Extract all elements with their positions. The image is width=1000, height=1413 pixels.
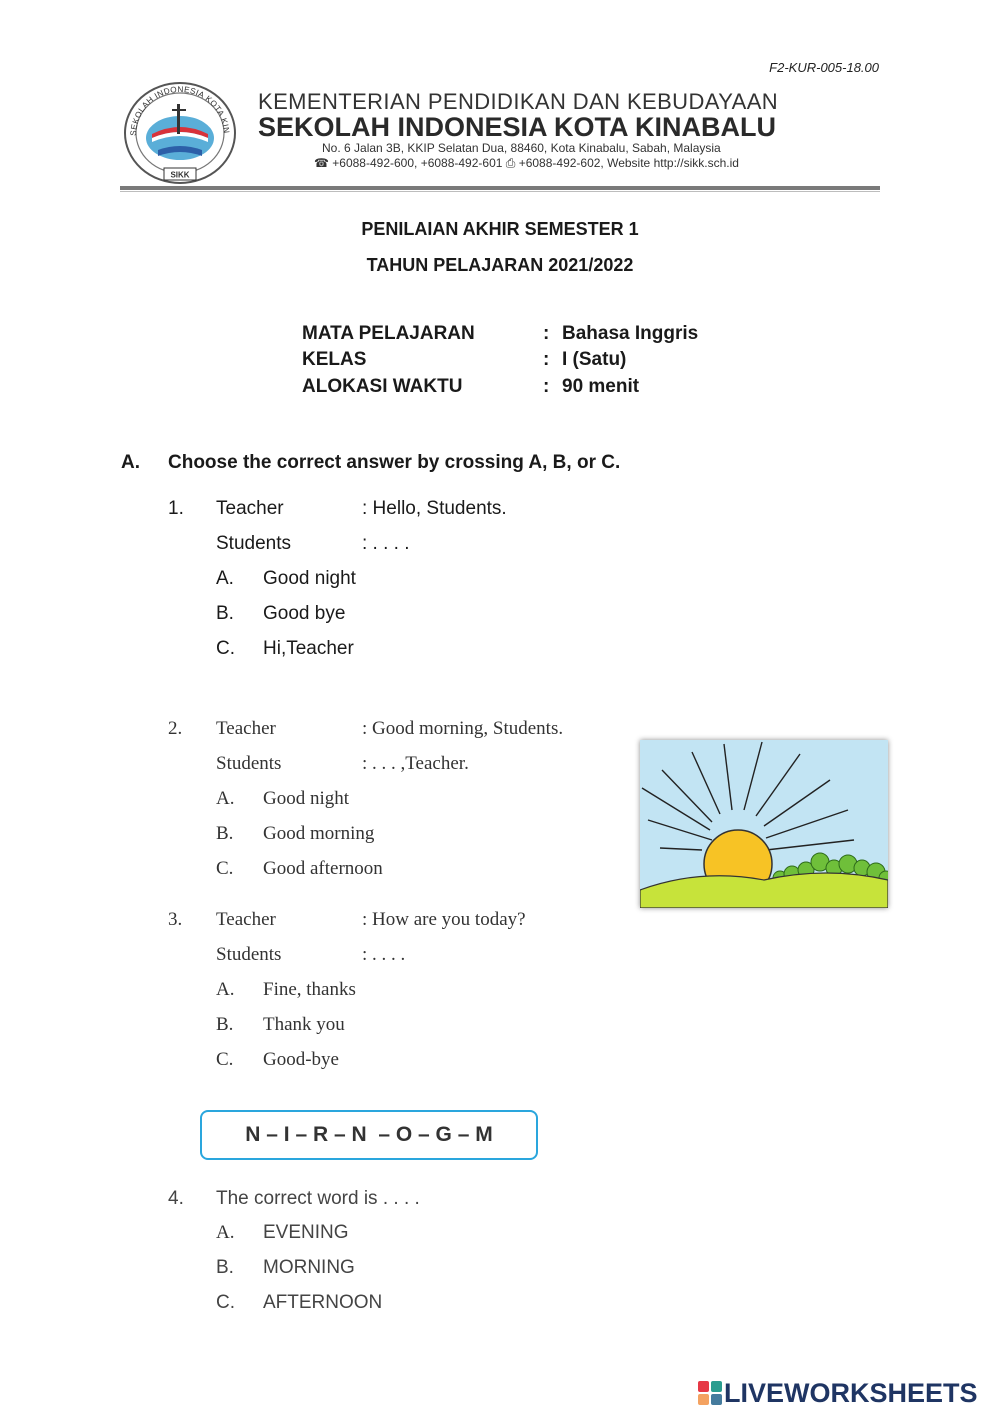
info-separator: :: [543, 349, 550, 370]
logo-ring-text: SEKOLAH INDONESIA KOTA KIN: [128, 84, 232, 137]
header-divider: [120, 186, 880, 190]
option-text[interactable]: Good bye: [263, 603, 346, 624]
question-number: 1.: [168, 498, 184, 519]
question-number: 4.: [168, 1188, 184, 1209]
dialogue-speaker: Students: [216, 753, 282, 774]
section-instruction: Choose the correct answer by crossing A, B, or C.: [168, 452, 621, 473]
liveworksheets-logo[interactable]: [698, 1378, 978, 1408]
dialogue-text: : . . . .: [362, 533, 410, 554]
dialogue-text: : How are you today?: [362, 909, 526, 930]
ministry-name: KEMENTERIAN PENDIDIKAN DAN KEBUDAYAAN: [258, 89, 779, 114]
option-text[interactable]: Fine, thanks: [263, 979, 356, 1000]
logo-badge: SIKK: [170, 170, 190, 180]
dialogue-text: : Good morning, Students.: [362, 718, 564, 739]
info-label: MATA PELAJARAN: [302, 323, 475, 344]
option-text[interactable]: Good night: [263, 788, 350, 809]
option-letter[interactable]: A.: [216, 1222, 235, 1243]
option-letter[interactable]: C.: [216, 858, 234, 879]
question-number: 3.: [168, 909, 183, 930]
info-value: I (Satu): [562, 349, 627, 370]
sunrise-picture: [640, 740, 888, 908]
info-label: ALOKASI WAKTU: [302, 376, 463, 397]
info-value: Bahasa Inggris: [562, 323, 699, 344]
header-divider-thin: [120, 191, 880, 192]
dialogue-text: : Hello, Students.: [362, 498, 507, 519]
option-text[interactable]: EVENING: [263, 1222, 349, 1243]
question-number: 2.: [168, 718, 183, 739]
option-letter[interactable]: A.: [216, 979, 235, 1000]
option-letter[interactable]: A.: [216, 788, 235, 809]
info-label: KELAS: [302, 349, 367, 370]
option-letter[interactable]: B.: [216, 1257, 234, 1278]
option-letter[interactable]: A.: [216, 568, 234, 589]
liveworksheets-icon: [698, 1381, 722, 1405]
info-separator: :: [543, 376, 550, 397]
dialogue-speaker: Teacher: [216, 498, 284, 519]
option-text[interactable]: Good afternoon: [263, 858, 383, 879]
option-letter[interactable]: B.: [216, 603, 234, 624]
option-letter[interactable]: B.: [216, 823, 234, 844]
question-prompt: The correct word is . . . .: [216, 1188, 420, 1209]
exam-year: TAHUN PELAJARAN 2021/2022: [366, 255, 634, 275]
option-letter[interactable]: C.: [216, 1292, 235, 1313]
option-letter[interactable]: B.: [216, 1014, 234, 1035]
option-text[interactable]: Thank you: [263, 1014, 345, 1035]
info-value: 90 menit: [562, 376, 640, 397]
option-letter[interactable]: C.: [216, 638, 235, 659]
exam-title: PENILAIAN AKHIR SEMESTER 1: [361, 219, 639, 239]
dialogue-text: : . . . .: [362, 944, 406, 965]
school-logo: [122, 80, 238, 186]
sunrise-illustration: [640, 740, 888, 908]
school-address: No. 6 Jalan 3B, KKIP Selatan Dua, 88460, Kota Kinabalu, Sabah, Malaysia: [322, 141, 721, 155]
option-text[interactable]: AFTERNOON: [263, 1292, 383, 1313]
dialogue-speaker: Students: [216, 533, 291, 554]
school-logo-emblem: [122, 80, 238, 186]
option-text[interactable]: Good-bye: [263, 1049, 339, 1070]
option-letter[interactable]: C.: [216, 1049, 234, 1070]
liveworksheets-text: LIVEWORKSHEETS: [724, 1377, 978, 1408]
dialogue-speaker: Students: [216, 944, 282, 965]
info-separator: :: [543, 323, 550, 344]
option-text[interactable]: Hi,Teacher: [263, 638, 354, 659]
dialogue-speaker: Teacher: [216, 909, 276, 930]
section-letter: A.: [121, 452, 140, 473]
option-text[interactable]: Good morning: [263, 823, 375, 844]
option-text[interactable]: Good night: [263, 568, 356, 589]
school-contact: ☎ +6088-492-600, +6088-492-601 ⎙ +6088-492-602, Website http://sikk.sch.id: [314, 156, 739, 170]
dialogue-speaker: Teacher: [216, 718, 276, 739]
option-text[interactable]: MORNING: [263, 1257, 355, 1278]
scrambled-letters-box: N – I – R – N – O – G – M: [200, 1110, 538, 1160]
school-name: SEKOLAH INDONESIA KOTA KINABALU: [258, 112, 776, 142]
dialogue-text: : . . . ,Teacher.: [362, 753, 469, 774]
document-code: F2-KUR-005-18.00: [769, 60, 879, 75]
